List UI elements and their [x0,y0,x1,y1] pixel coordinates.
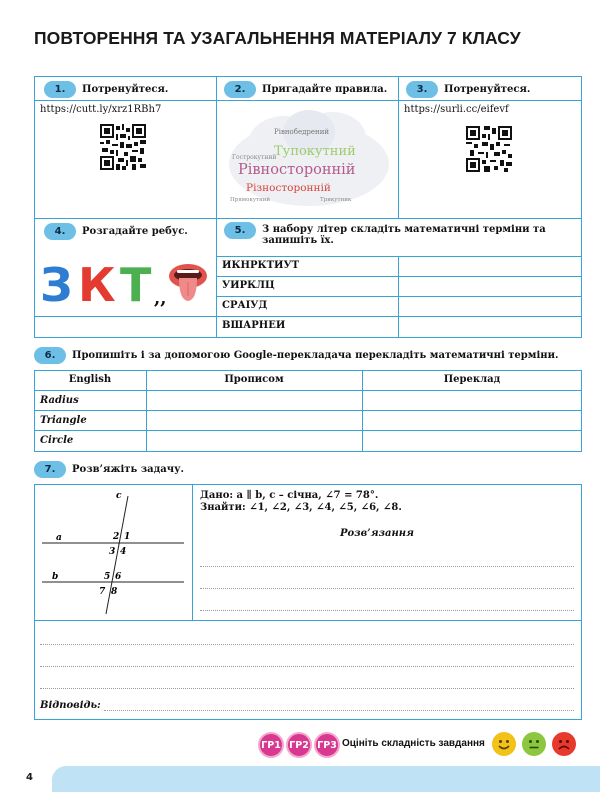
table-line [34,430,582,431]
scrambled-word: ИКНРКТИУТ [222,260,300,271]
task-2-header [224,80,387,98]
task-1-badge: 1. [44,81,76,98]
answer-line[interactable] [104,710,574,711]
answer-field[interactable] [400,298,580,315]
task-2-label: Пригадайте правила. [262,83,388,95]
qr-code-icon[interactable] [466,126,512,172]
task-3-badge: 3. [406,81,438,98]
writing-line[interactable] [200,566,574,567]
grid-divider [398,76,399,218]
answer-field[interactable] [400,278,580,295]
task-3-label: Потренуйтеся. [444,83,531,95]
task-7-badge: 7. [34,461,66,478]
tongue-mouth-icon [168,260,208,308]
angle-label: 1 [124,532,131,542]
level-badge-gr1[interactable]: ГР1 [258,732,284,758]
angle-label: 7 [99,587,106,597]
writing-line[interactable] [40,666,574,667]
table-line [34,390,582,391]
angle-label: 2 [113,532,120,542]
word-cloud-image [224,104,394,216]
angle-label: 8 [111,587,118,597]
rebus-letter: К [78,258,116,312]
problem-find: Знайти: ∠1, ∠2, ∠3, ∠4, ∠5, ∠6, ∠8. [200,502,402,513]
rebus-letter: З [40,258,73,312]
difficulty-rating-label: Оцініть складність завдання [342,738,485,749]
sad-face-icon[interactable] [552,732,576,756]
task-7-divider [192,484,193,620]
translation-field[interactable] [364,432,580,450]
line-label: a [56,533,62,543]
task-7-divider [34,620,582,621]
rebus-comma: ,, [154,288,167,309]
scrambled-word: СРАІУД [222,300,268,311]
cloud-word: Рівносторонній [238,162,356,178]
task-3-header [406,80,530,98]
rebus-puzzle [40,258,210,314]
task-1-label: Потренуйтеся. [82,83,169,95]
table-term: Circle [40,435,74,446]
words-row-line [216,296,582,297]
words-row-line [216,276,582,277]
task-4-badge: 4. [44,223,76,240]
neutral-face-icon[interactable] [522,732,546,756]
writing-line[interactable] [200,610,574,611]
cloud-word: Трикутник [320,197,352,203]
table-line [34,410,582,411]
cloud-word: Рівнобедрений [274,128,330,136]
scrambled-word: УИРКЛЦ [222,280,275,291]
table-header: Переклад [443,374,501,385]
qr-code-icon[interactable] [100,124,146,170]
task-6-badge: 6. [34,347,66,364]
spelling-field[interactable] [148,392,360,409]
grid-divider [216,76,217,338]
scrambled-word: ВШАРНЕИ [222,320,286,331]
rebus-letter: Т [120,258,152,312]
level-badge-gr3[interactable]: ГР3 [314,732,340,758]
cloud-word: Тупокутний [274,144,356,159]
line-label: c [116,491,122,501]
smile-face-icon[interactable] [492,732,516,756]
writing-line[interactable] [40,688,574,689]
line-label: b [52,572,59,582]
grid-divider [398,256,399,338]
footer-bar [52,766,600,792]
angle-label: 4 [120,547,127,557]
task-5-label: З набору літер складіть математичні терміни та запишіть їх. [262,224,546,246]
words-row-line [216,316,582,317]
translation-field[interactable] [364,412,580,429]
grid-divider [34,218,582,219]
task-6-label: Пропишіть і за допомогою Google-перекладача перекладіть математичні терміни. [72,349,559,361]
task-5-header [224,222,578,252]
cloud-word: Різносторонній [246,182,331,194]
translation-field[interactable] [364,392,580,409]
table-header: English [68,374,112,385]
task-1-link[interactable]: https://cutt.ly/xrz1RBh7 [40,104,162,115]
writing-line[interactable] [200,588,574,589]
spelling-field[interactable] [148,412,360,429]
task-7-header [34,460,184,478]
level-badge-gr2[interactable]: ГР2 [286,732,312,758]
angle-label: 6 [115,572,122,582]
task-4-header [44,222,188,240]
task-3-link[interactable]: https://surli.cc/eifevf [404,104,509,115]
answer-label: Відповідь: [40,700,101,711]
page-number: 4 [26,772,33,783]
task-2-badge: 2. [224,81,256,98]
problem-given: Дано: a ∥ b, c – січна, ∠7 = 78°. [200,490,379,501]
spelling-field[interactable] [148,432,360,450]
task-7-label: Розв’яжіть задачу. [72,463,184,475]
answer-field[interactable] [400,318,580,336]
parallel-lines-diagram [36,486,192,616]
task-4-label: Розгадайте ребус. [82,225,188,237]
grid-divider [34,316,216,317]
task-6-header [34,346,558,364]
table-header: Прописом [224,374,284,385]
page-title: ПОВТОРЕННЯ ТА УЗАГАЛЬНЕННЯ МАТЕРІАЛУ 7 КЛАСУ [34,28,521,48]
table-term: Radius [40,395,79,406]
cloud-word: Гострокутний [232,154,277,161]
grid-divider [34,100,582,101]
angle-label: 5 [104,572,111,582]
table-term: Triangle [40,415,87,426]
task-1-header [44,80,168,98]
angle-label: 3 [109,547,116,557]
writing-line[interactable] [40,644,574,645]
task-5-badge: 5. [224,222,256,239]
words-row-line [216,256,582,257]
solution-label: Розв’язання [340,528,414,539]
cloud-word: Прямокутний [230,197,271,203]
answer-field[interactable] [400,258,580,275]
